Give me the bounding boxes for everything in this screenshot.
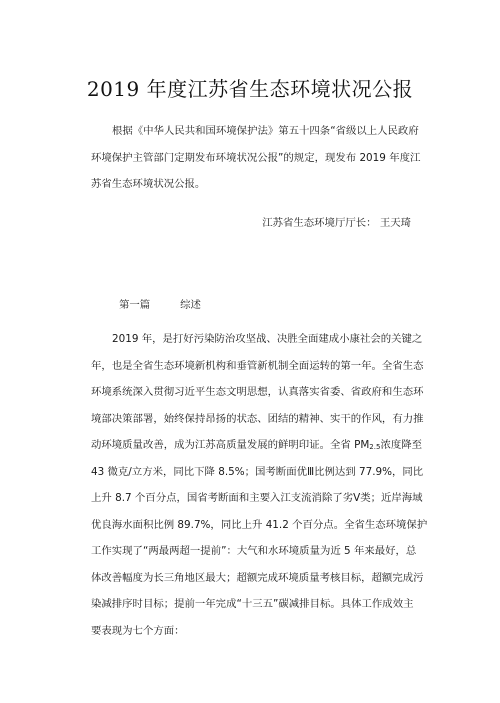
paragraph-line: 2019 年，是打好污染防治攻坚战、决胜全面建成小康社会的关键之 <box>112 333 423 345</box>
paragraph-line: 43 微克/立方米，同比下降 8.5%；国考断面优Ⅲ比例达到 77.9%，同比 <box>91 465 424 478</box>
document-title: 2019 年度江苏省生态环境状况公报 <box>86 77 414 101</box>
intro-line: 苏省生态环境状况公报。 <box>91 178 206 190</box>
section-name: 综述 <box>180 299 201 311</box>
paragraph-line: 环境系统深入贯彻习近平生态文明思想，认真落实省委、省政府和生态环 <box>91 386 424 398</box>
overview-paragraph <box>91 326 428 644</box>
pm-subscript: 2.5 <box>369 443 381 451</box>
pm-text: 动环境质量改善，成为江苏高质量发展的鲜明印证。全省 PM <box>91 439 370 451</box>
paragraph-line: 染减排序时目标；提前一年完成“十三五”碳减排目标。具体工作成效主 <box>91 598 414 610</box>
paragraph-line: 体改善幅度为长三角地区最大；超额完成环境质量考核目标，超额完成污 <box>91 571 424 584</box>
paragraph-line: 上升 8.7 个百分点，国省考断面和主要入江支流消除了劣Ⅴ类；近岸海域 <box>91 492 423 504</box>
paragraph-line: 工作实现了“两最两超一提前”：大气和水环境质量为近 5 年来最好，总 <box>91 545 417 557</box>
section-heading <box>119 292 201 318</box>
signature: 江苏省生态环境厅厅长： 王天琦 <box>262 217 411 229</box>
intro-line: 环境保护主管部门定期发布环境状况公报”的规定，现发布 2019 年度江 <box>91 151 421 164</box>
paragraph-line-pm <box>91 432 422 459</box>
intro-line: 根据《中华人民共和国环境保护法》第五十四条“省级以上人民政府 <box>112 125 419 137</box>
paragraph-line: 年，也是全省生态环境新机构和垂管新机制全面运转的第一年。全省生态 <box>91 359 424 372</box>
intro-paragraph <box>91 118 421 198</box>
paragraph-line: 要表现为七个方面： <box>91 624 185 637</box>
paragraph-line: 境部决策部署，始终保持昂扬的状态、团结的精神、实干的作风，有力推 <box>91 412 424 425</box>
pm-suffix: 浓度降至 <box>380 439 422 451</box>
paragraph-line: 优良海水面积比例 89.7%，同比上升 41.2 个百分点。全省生态环境保护 <box>91 518 428 531</box>
section-number: 第一篇 <box>119 299 151 311</box>
